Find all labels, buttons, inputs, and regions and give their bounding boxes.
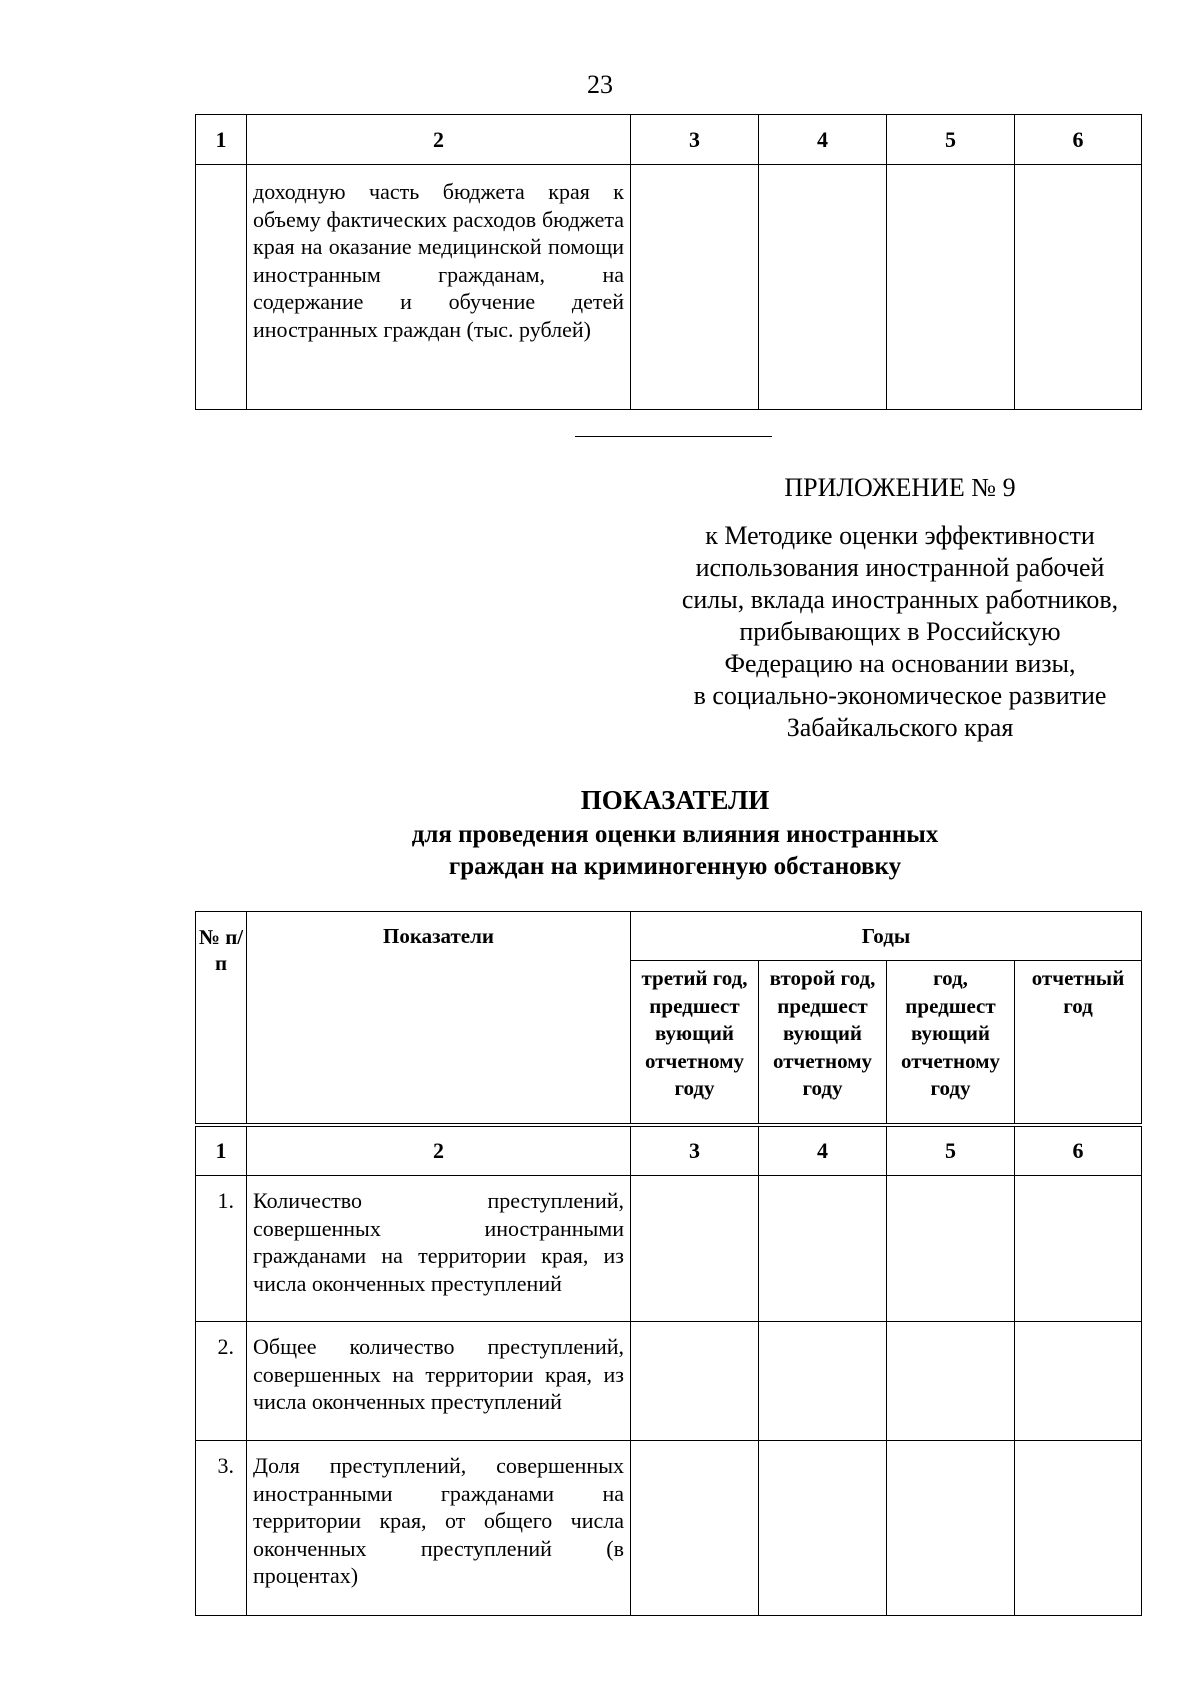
document-subtitle [0,819,1200,883]
column-number: 2 [247,1125,631,1176]
indicator-cell [247,165,631,410]
column-number-row [196,1125,1142,1176]
column-number: 6 [1015,1125,1142,1176]
empty-cell [1015,1322,1142,1441]
empty-cell [887,1322,1015,1441]
header-indicators: Показатели [247,912,631,1126]
empty-cell [631,1322,759,1441]
row-number: 3. [196,1441,247,1616]
appendix-title: ПРИЛОЖЕНИЕ № 9 [784,473,1016,502]
indicator-text: Доля преступлений, совершенных иностранными гражданами на территории края, от общего числа оконченных преступлений (в процентах) [253,1453,624,1588]
empty-cell [1015,1441,1142,1616]
indicator-text: Общее количество преступлений, совершенных на территории края, из числа оконченных преступлений [253,1334,624,1414]
column-number: 5 [887,1125,1015,1176]
appendix-line: силы, вклада иностранных работников, [681,585,1119,614]
row-number: 1. [196,1176,247,1322]
subtitle-line: граждан на криминогенную обстановку [448,853,902,880]
header-number: № п/п [196,912,247,1126]
appendix-reference [650,520,1150,744]
empty-cell [1015,1176,1142,1322]
empty-cell [1015,165,1142,410]
indicator-cell [247,1322,631,1441]
empty-cell [196,165,247,410]
header-years: Годы [631,912,1142,961]
empty-cell [631,1176,759,1322]
appendix-line: Забайкальского края [786,713,1014,742]
document-title: ПОКАЗАТЕЛИ [580,785,770,815]
empty-cell [759,165,887,410]
table-row [196,1322,1142,1441]
year-column-header: третий год, предшест вующий отчетному году [631,961,759,1126]
year-column-header: второй год, предшест вующий отчетному году [759,961,887,1126]
indicator-text: Количество преступлений, совершенных иностранными гражданами на территории края, из числа оконченных преступлений [253,1188,624,1296]
empty-cell [887,1176,1015,1322]
column-number: 4 [759,115,887,165]
empty-cell [887,165,1015,410]
separator-line [575,436,772,437]
empty-cell [631,1441,759,1616]
appendix-line: использования иностранной рабочей [695,553,1105,582]
table-row [196,1441,1142,1616]
column-number-row [196,115,1142,165]
indicators-table [195,911,1142,1616]
continuation-table [195,114,1142,410]
empty-cell [759,1322,887,1441]
header-row [196,912,1142,961]
column-number: 3 [631,115,759,165]
page-number: 23 [587,70,613,99]
empty-cell [759,1441,887,1616]
appendix-line: прибывающих в Российскую [739,617,1061,646]
column-number: 3 [631,1125,759,1176]
column-number: 2 [247,115,631,165]
empty-cell [631,165,759,410]
year-column-header: отчетный год [1015,961,1142,1126]
appendix-line: к Методике оценки эффективности [705,521,1095,550]
column-number: 4 [759,1125,887,1176]
appendix-line: в социально-экономическое развитие [693,681,1107,710]
indicator-cell [247,1441,631,1616]
column-number: 1 [196,115,247,165]
indicator-text: доходную часть бюджета края к объему фактических расходов бюджета края на оказание медицинской помощи иностранным гражданам, на содержание и обучение детей иностранных граждан (тыс. рублей) [253,179,624,342]
table-row [196,165,1142,410]
table-row [196,1176,1142,1322]
row-number: 2. [196,1322,247,1441]
column-number: 6 [1015,115,1142,165]
appendix-line: Федерацию на основании визы, [724,649,1076,678]
indicator-cell [247,1176,631,1322]
empty-cell [887,1441,1015,1616]
empty-cell [759,1176,887,1322]
column-number: 1 [196,1125,247,1176]
column-number: 5 [887,115,1015,165]
year-column-header: год, предшест вующий отчетному году [887,961,1015,1126]
subtitle-line: для проведения оценки влияния иностранных [411,821,939,848]
